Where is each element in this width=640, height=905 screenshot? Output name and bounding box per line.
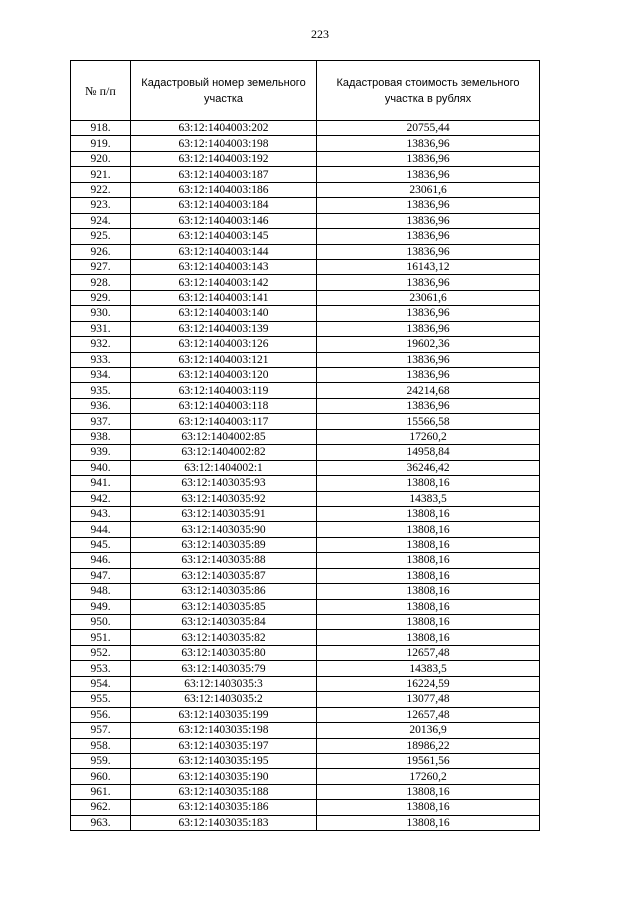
row-number: 926. [71,244,131,259]
table-row [71,167,540,182]
cadastral-number: 63:12:1404003:145 [131,229,317,244]
cadastral-value: 13836,96 [317,321,540,336]
table-row [71,692,540,707]
cadastral-number: 63:12:1403035:82 [131,630,317,645]
table-row [71,259,540,274]
row-number: 931. [71,321,131,336]
table-row [71,414,540,429]
cadastral-value: 20755,44 [317,121,540,136]
table-row [71,229,540,244]
cadastral-number: 63:12:1403035:2 [131,692,317,707]
cadastral-value: 13808,16 [317,537,540,552]
table-row [71,275,540,290]
row-number: 960. [71,769,131,784]
cadastral-number: 63:12:1403035:190 [131,769,317,784]
cadastral-number: 63:12:1404003:184 [131,198,317,213]
row-number: 958. [71,738,131,753]
cadastral-value: 23061,6 [317,290,540,305]
table-row [71,584,540,599]
table-row [71,383,540,398]
table-row [71,352,540,367]
cadastral-value: 13808,16 [317,476,540,491]
cadastral-value: 13808,16 [317,815,540,830]
cadastral-number: 63:12:1403035:79 [131,661,317,676]
cadastral-value: 12657,48 [317,645,540,660]
row-number: 918. [71,121,131,136]
row-number: 938. [71,429,131,444]
cadastral-value: 14958,84 [317,445,540,460]
table-body [71,121,540,831]
cadastral-value: 13808,16 [317,630,540,645]
table-row [71,599,540,614]
row-number: 929. [71,290,131,305]
table-row [71,537,540,552]
row-number: 947. [71,568,131,583]
table-row [71,151,540,166]
row-number: 943. [71,506,131,521]
row-number: 948. [71,584,131,599]
table-row [71,290,540,305]
table-row [71,815,540,830]
table-row [71,615,540,630]
table-row [71,476,540,491]
row-number: 953. [71,661,131,676]
row-number: 963. [71,815,131,830]
row-number: 922. [71,182,131,197]
row-number: 961. [71,784,131,799]
table-row [71,244,540,259]
table-row [71,337,540,352]
cadastral-number: 63:12:1403035:91 [131,506,317,521]
table-row [71,321,540,336]
cadastral-number: 63:12:1403035:85 [131,599,317,614]
cadastral-value: 13836,96 [317,229,540,244]
cadastral-value: 13077,48 [317,692,540,707]
cadastral-number: 63:12:1403035:92 [131,491,317,506]
table-row [71,568,540,583]
cadastral-number: 63:12:1404003:202 [131,121,317,136]
cadastral-value: 18986,22 [317,738,540,753]
row-number: 934. [71,368,131,383]
row-number: 924. [71,213,131,228]
cadastral-value: 13836,96 [317,151,540,166]
row-number: 941. [71,476,131,491]
row-number: 921. [71,167,131,182]
table-row [71,368,540,383]
cadastral-value: 13836,96 [317,368,540,383]
row-number: 930. [71,306,131,321]
cadastral-value: 12657,48 [317,707,540,722]
row-number: 925. [71,229,131,244]
cadastral-value: 20136,9 [317,723,540,738]
table-row [71,213,540,228]
cadastral-value: 36246,42 [317,460,540,475]
cadastral-number: 63:12:1404003:142 [131,275,317,290]
table-row [71,753,540,768]
cadastral-value: 13836,96 [317,275,540,290]
cadastral-value: 16224,59 [317,676,540,691]
row-number: 940. [71,460,131,475]
cadastral-value: 13836,96 [317,198,540,213]
cadastral-value: 13836,96 [317,398,540,413]
table-row [71,738,540,753]
cadastral-value: 14383,5 [317,491,540,506]
row-number: 935. [71,383,131,398]
cadastral-number: 63:12:1404003:146 [131,213,317,228]
row-number: 939. [71,445,131,460]
cadastral-number: 63:12:1404003:198 [131,136,317,151]
table-row [71,429,540,444]
cadastral-number: 63:12:1404003:186 [131,182,317,197]
cadastral-number: 63:12:1404003:118 [131,398,317,413]
header-num: № п/п [71,61,131,121]
cadastral-value: 13808,16 [317,553,540,568]
cadastral-value: 13836,96 [317,244,540,259]
row-number: 932. [71,337,131,352]
table-row [71,460,540,475]
cadastral-value: 13808,16 [317,784,540,799]
cadastral-number: 63:12:1403035:89 [131,537,317,552]
row-number: 945. [71,537,131,552]
cadastral-value: 13808,16 [317,506,540,521]
cadastral-value: 13808,16 [317,599,540,614]
row-number: 933. [71,352,131,367]
row-number: 956. [71,707,131,722]
header-row [71,61,540,121]
cadastral-number: 63:12:1404003:120 [131,368,317,383]
cadastral-number: 63:12:1403035:93 [131,476,317,491]
table-row [71,445,540,460]
cadastral-value: 13836,96 [317,167,540,182]
cadastral-number: 63:12:1403035:87 [131,568,317,583]
cadastral-value: 13836,96 [317,213,540,228]
cadastral-number: 63:12:1404003:126 [131,337,317,352]
cadastral-number: 63:12:1403035:80 [131,645,317,660]
cadastral-number: 63:12:1403035:88 [131,553,317,568]
cadastral-value: 13836,96 [317,352,540,367]
row-number: 944. [71,522,131,537]
table-row [71,121,540,136]
cadastral-number: 63:12:1403035:186 [131,800,317,815]
table-row [71,136,540,151]
cadastral-number: 63:12:1404002:1 [131,460,317,475]
table-header [71,61,540,121]
cadastral-number: 63:12:1404003:119 [131,383,317,398]
cadastral-number: 63:12:1403035:195 [131,753,317,768]
cadastral-number: 63:12:1403035:84 [131,615,317,630]
table-row [71,198,540,213]
cadastral-number: 63:12:1403035:199 [131,707,317,722]
row-number: 927. [71,259,131,274]
cadastral-number: 63:12:1404003:192 [131,151,317,166]
row-number: 959. [71,753,131,768]
table-row [71,506,540,521]
cadastral-number: 63:12:1404003:121 [131,352,317,367]
cadastral-value: 13808,16 [317,615,540,630]
row-number: 937. [71,414,131,429]
cadastral-number: 63:12:1403035:183 [131,815,317,830]
cadastral-table [70,60,540,831]
cadastral-number: 63:12:1404003:117 [131,414,317,429]
cadastral-number: 63:12:1403035:188 [131,784,317,799]
cadastral-number: 63:12:1404002:85 [131,429,317,444]
page-number: 223 [311,27,329,41]
cadastral-number: 63:12:1404003:141 [131,290,317,305]
row-number: 936. [71,398,131,413]
cadastral-value: 13808,16 [317,568,540,583]
row-number: 962. [71,800,131,815]
table-row [71,769,540,784]
table-row [71,630,540,645]
header-cadastral-number: Кадастровый номер земельного участка [131,61,317,121]
table-row [71,707,540,722]
cadastral-value: 19602,36 [317,337,540,352]
table-row [71,306,540,321]
cadastral-value: 13808,16 [317,522,540,537]
cadastral-number: 63:12:1404002:82 [131,445,317,460]
table-row [71,553,540,568]
row-number: 928. [71,275,131,290]
table-row [71,661,540,676]
cadastral-number: 63:12:1404003:144 [131,244,317,259]
table-row [71,182,540,197]
row-number: 952. [71,645,131,660]
cadastral-number: 63:12:1403035:90 [131,522,317,537]
table-row [71,398,540,413]
cadastral-table-container [70,60,539,831]
cadastral-value: 24214,68 [317,383,540,398]
cadastral-number: 63:12:1403035:197 [131,738,317,753]
table-row [71,522,540,537]
row-number: 954. [71,676,131,691]
row-number: 923. [71,198,131,213]
cadastral-value: 19561,56 [317,753,540,768]
cadastral-value: 16143,12 [317,259,540,274]
cadastral-value: 13808,16 [317,584,540,599]
table-row [71,784,540,799]
cadastral-value: 13808,16 [317,800,540,815]
header-cadastral-value: Кадастровая стоимость земельного участка в рублях [317,61,540,121]
cadastral-number: 63:12:1403035:198 [131,723,317,738]
row-number: 946. [71,553,131,568]
cadastral-number: 63:12:1404003:143 [131,259,317,274]
cadastral-value: 17260,2 [317,769,540,784]
cadastral-value: 15566,58 [317,414,540,429]
row-number: 942. [71,491,131,506]
cadastral-value: 13836,96 [317,306,540,321]
cadastral-number: 63:12:1404003:139 [131,321,317,336]
table-row [71,491,540,506]
row-number: 955. [71,692,131,707]
cadastral-number: 63:12:1403035:3 [131,676,317,691]
cadastral-number: 63:12:1404003:187 [131,167,317,182]
table-row [71,800,540,815]
row-number: 951. [71,630,131,645]
table-row [71,645,540,660]
table-row [71,676,540,691]
cadastral-number: 63:12:1403035:86 [131,584,317,599]
row-number: 950. [71,615,131,630]
cadastral-value: 23061,6 [317,182,540,197]
row-number: 920. [71,151,131,166]
cadastral-value: 17260,2 [317,429,540,444]
row-number: 957. [71,723,131,738]
cadastral-value: 13836,96 [317,136,540,151]
cadastral-value: 14383,5 [317,661,540,676]
row-number: 919. [71,136,131,151]
row-number: 949. [71,599,131,614]
cadastral-number: 63:12:1404003:140 [131,306,317,321]
table-row [71,723,540,738]
